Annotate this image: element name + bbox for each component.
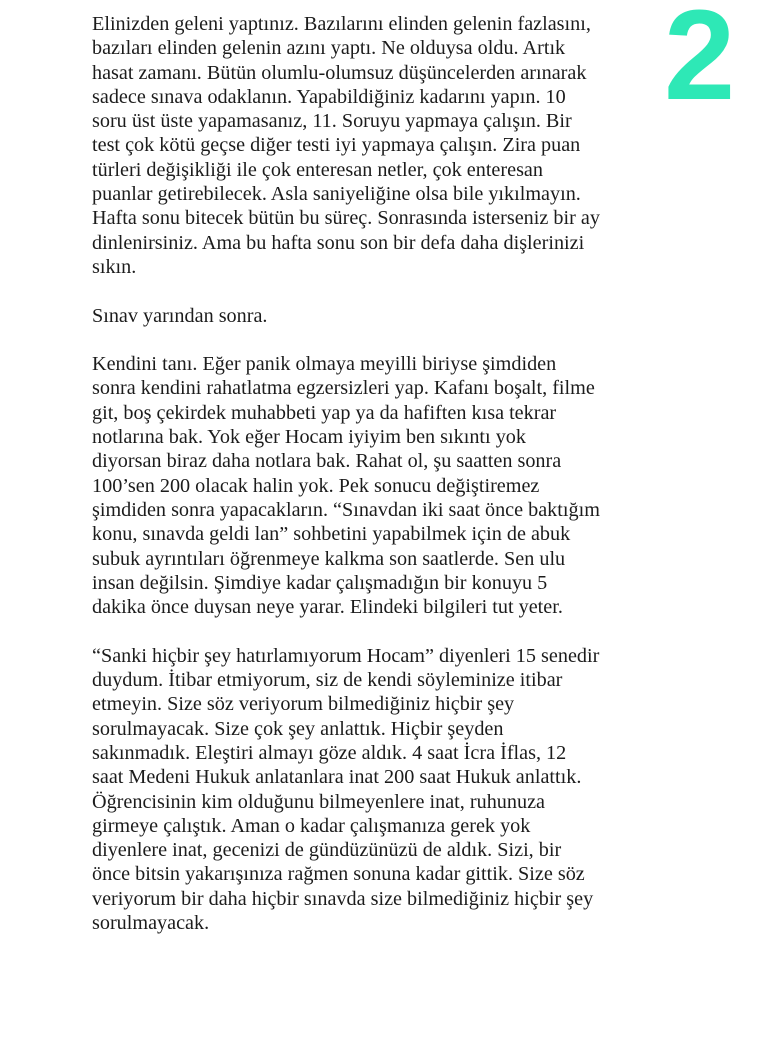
text-line: sakınmadık. Eleştiri almayı göze aldık. 4 saat İcra İflas, 12	[92, 741, 567, 764]
text-line: sorulmayacak. Size çok şey anlattık. Hiçbir şeyden	[92, 717, 504, 740]
paragraph-gap	[92, 279, 692, 303]
text-line: sonra kendini rahatlatma egzersizleri yap. Kafanı boşalt, filme	[92, 377, 595, 400]
text-line: diyorsan biraz daha notlara bak. Rahat ol, şu saatten sonra	[92, 450, 562, 473]
paragraph-gap	[92, 328, 692, 352]
text-line: konu, sınavda geldi lan” sohbetini yapabilmek için de abuk	[92, 523, 571, 546]
paragraph-gap	[92, 619, 692, 643]
text-line: sorulmayacak.	[92, 911, 210, 934]
text-line: saat Medeni Hukuk anlatanlara inat 200 saat Hukuk anlattık.	[92, 766, 582, 789]
text-line: Hafta sonu bitecek bütün bu süreç. Sonrasında isterseniz bir ay	[92, 207, 600, 230]
text-line: 100’sen 200 olacak halin yok. Pek sonucu değiştiremez	[92, 474, 540, 497]
document-body	[92, 12, 692, 935]
text-line: hasat zamanı. Bütün olumlu-olumsuz düşüncelerden arınarak	[92, 61, 587, 84]
text-line: veriyorum bir daha hiçbir sınavda size bilmediğiniz hiçbir şey	[92, 887, 594, 910]
text-line: soru üst üste yapamasanız, 11. Soruyu yapmaya çalışın. Bir	[92, 110, 572, 133]
text-line: insan değilsin. Şimdiye kadar çalışmadığın bir konuyu 5	[92, 571, 548, 594]
text-line: git, boş çekirdek muhabbeti yap ya da hafiften kısa tekrar	[92, 401, 557, 424]
text-line: bazıları elinden gelenin azını yaptı. Ne olduysa oldu. Artık	[92, 37, 566, 60]
paragraph-3	[92, 352, 692, 619]
text-line: “Sanki hiçbir şey hatırlamıyorum Hocam” diyenleri 15 senedir	[92, 644, 600, 667]
text-line: Sınav yarından sonra.	[92, 304, 268, 327]
text-line: girmeye çalıştık. Aman o kadar çalışmanıza gerek yok	[92, 814, 531, 837]
text-line: dinlenirsiniz. Ama bu hafta sonu son bir defa daha dişlerinizi	[92, 231, 585, 254]
text-line: Elinizden geleni yaptınız. Bazılarını elinden gelenin fazlasını,	[92, 13, 591, 35]
page-number-badge: 2	[664, 0, 736, 127]
text-line: puanlar getirebilecek. Asla saniyeliğine olsa bile yıkılmayın.	[92, 183, 581, 206]
text-line: test çok kötü geçse diğer testi iyi yapmaya çalışın. Zira puan	[92, 134, 581, 157]
text-line: şimdiden sonra yapacakların. “Sınavdan iki saat önce baktığım	[92, 498, 600, 521]
text-line: türleri değişikliği ile çok enteresan netler, çok enteresan	[92, 158, 543, 181]
text-line: sadece sınava odaklanın. Yapabildiğiniz kadarını yapın. 10	[92, 85, 566, 108]
paragraph-2	[92, 304, 692, 328]
text-line: sıkın.	[92, 255, 137, 278]
text-line: subuk ayrıntıları öğrenmeye kalkma son saatlerde. Sen ulu	[92, 547, 566, 570]
paragraph-1	[92, 12, 692, 279]
paragraph-4	[92, 644, 692, 936]
text-line: diyenlere inat, gecenizi de gündüzünüzü de aldık. Sizi, bir	[92, 839, 562, 862]
text-line: Öğrencisinin kim olduğunu bilmeyenlere inat, ruhunuza	[92, 790, 545, 813]
text-line: dakika önce duysan neye yarar. Elindeki bilgileri tut yeter.	[92, 596, 563, 619]
text-line: Kendini tanı. Eğer panik olmaya meyilli biriyse şimdiden	[92, 353, 557, 376]
text-line: duydum. İtibar etmiyorum, siz de kendi söyleminize itibar	[92, 669, 563, 692]
text-line: etmeyin. Size söz veriyorum bilmediğiniz hiçbir şey	[92, 693, 515, 716]
text-line: notlarına bak. Yok eğer Hocam iyiyim ben sıkıntı yok	[92, 426, 526, 449]
text-line: önce bitsin yakarışınıza rağmen sonuna kadar gittik. Size söz	[92, 863, 585, 886]
